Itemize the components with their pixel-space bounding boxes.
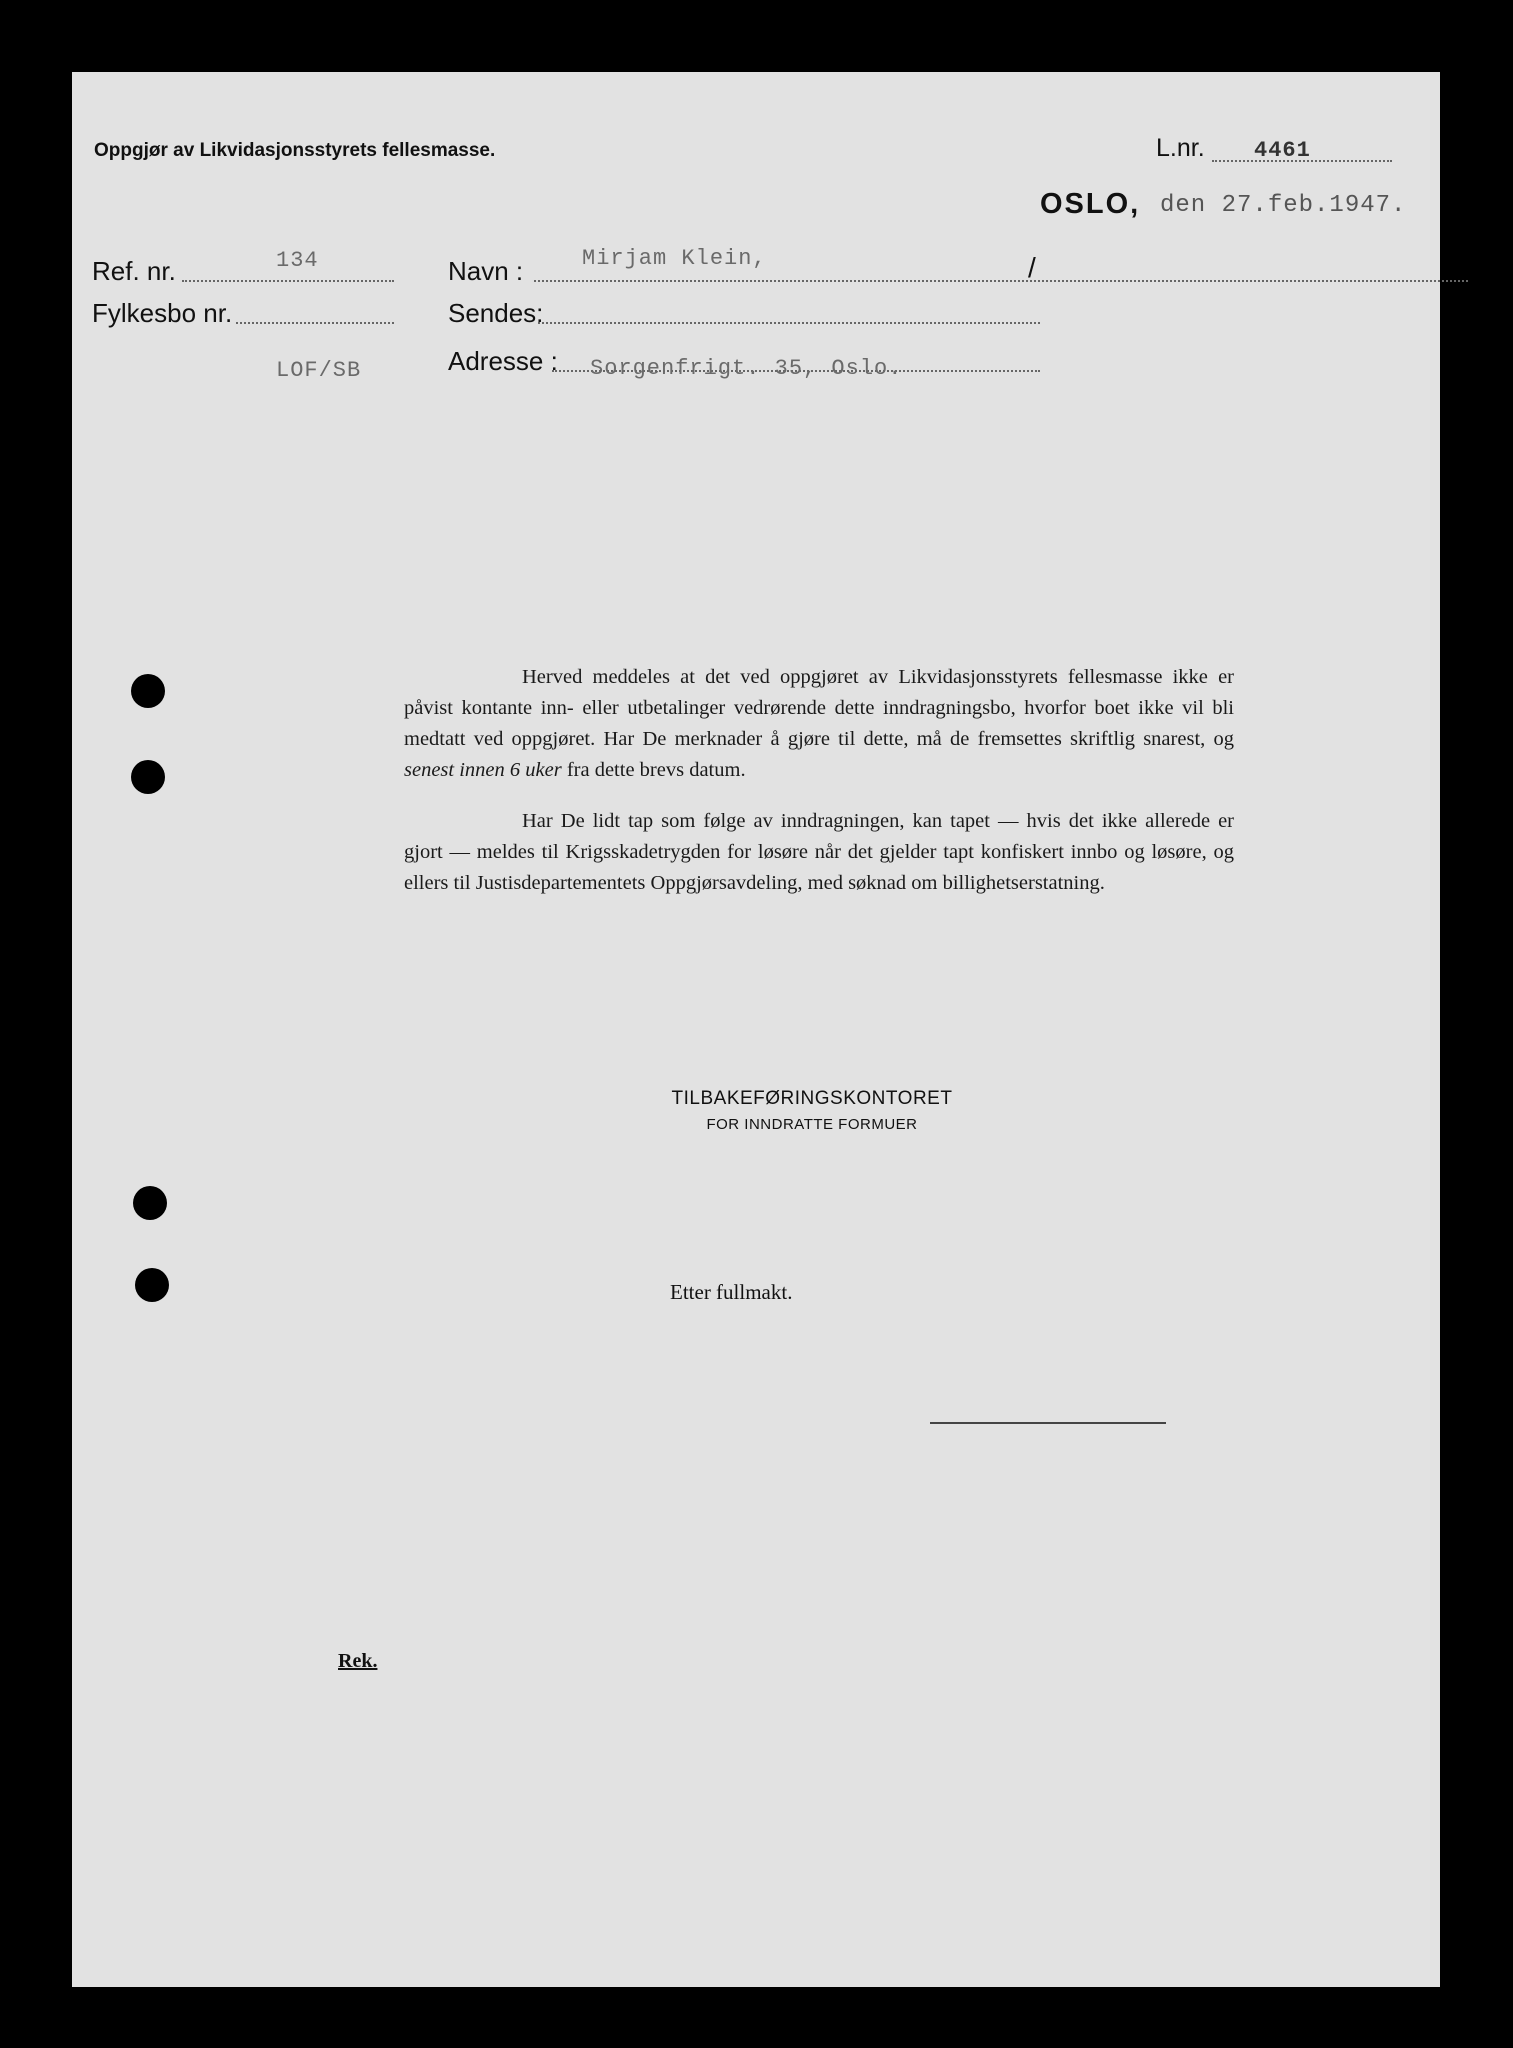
navn-dotted-line bbox=[534, 280, 1468, 282]
ref-value: 134 bbox=[276, 248, 319, 273]
adresse-label: Adresse : bbox=[448, 346, 558, 376]
punch-hole bbox=[131, 760, 165, 794]
body-paragraph-1-end: fra dette brevs datum. bbox=[561, 759, 746, 781]
fylkesbo-dotted-line bbox=[236, 322, 394, 324]
sendes-label: Sendes: bbox=[448, 298, 544, 328]
authority-text: Etter fullmakt. bbox=[670, 1280, 793, 1304]
fylkesbo-label: Fylkesbo nr. bbox=[92, 298, 233, 328]
body-paragraph-1-text: Herved meddeles at det ved oppgjøret av Likvidasjonsstyrets fellesmasse ikke er påvist kontante inn- eller utbetalinger vedrørende dette inndragningsbo, hvorfor boet ikke vil bli medtatt ved oppgjøret. Har De merknader å gjøre til dette, må de fremsettes skriftlig snarest, og bbox=[404, 666, 1234, 750]
signature-line bbox=[930, 1422, 1166, 1424]
date-value: den 27.feb.1947. bbox=[1160, 192, 1407, 219]
body-paragraph-1 bbox=[404, 662, 1234, 786]
lnr-value: 4461 bbox=[1254, 138, 1311, 163]
adresse-value: Sorgenfrigt. 35, Oslo. bbox=[590, 356, 903, 381]
document-title: Oppgjør av Likvidasjonsstyrets fellesmasse. bbox=[94, 140, 496, 161]
lnr-label: L.nr. bbox=[1156, 134, 1205, 162]
punch-hole bbox=[135, 1268, 169, 1302]
rek-mark: Rek. bbox=[338, 1650, 378, 1672]
ref-label: Ref. nr. bbox=[92, 256, 176, 286]
body-paragraph-2: Har De lidt tap som følge av inndragningen, kan tapet — hvis det ikke allerede er gjort — meldes til Krigsskadetrygden for løsøre når det gjelder tapt konfiskert innbo og løsøre, og ellers til Justisdepartementets Oppgjørsavdeling, med søknad om billighetserstatning. bbox=[404, 810, 1234, 894]
navn-value: Mirjam Klein, bbox=[582, 246, 767, 271]
punch-hole bbox=[133, 1186, 167, 1220]
body-paragraph-1-emphasis: senest innen 6 uker bbox=[404, 759, 562, 781]
ref-dotted-line bbox=[182, 280, 394, 282]
city-label: OSLO, bbox=[1040, 188, 1141, 220]
sendes-dotted-line bbox=[538, 322, 1040, 324]
document-page bbox=[72, 72, 1440, 1987]
letter-body bbox=[404, 662, 1234, 919]
navn-label: Navn : bbox=[448, 256, 524, 286]
initials: LOF/SB bbox=[276, 358, 362, 383]
office-name: TILBAKEFØRINGSKONTORET bbox=[671, 1088, 953, 1109]
punch-hole bbox=[131, 674, 165, 708]
navn-slash: / bbox=[1028, 252, 1036, 283]
office-subtitle: FOR INNDRATTE FORMUER bbox=[706, 1116, 918, 1133]
